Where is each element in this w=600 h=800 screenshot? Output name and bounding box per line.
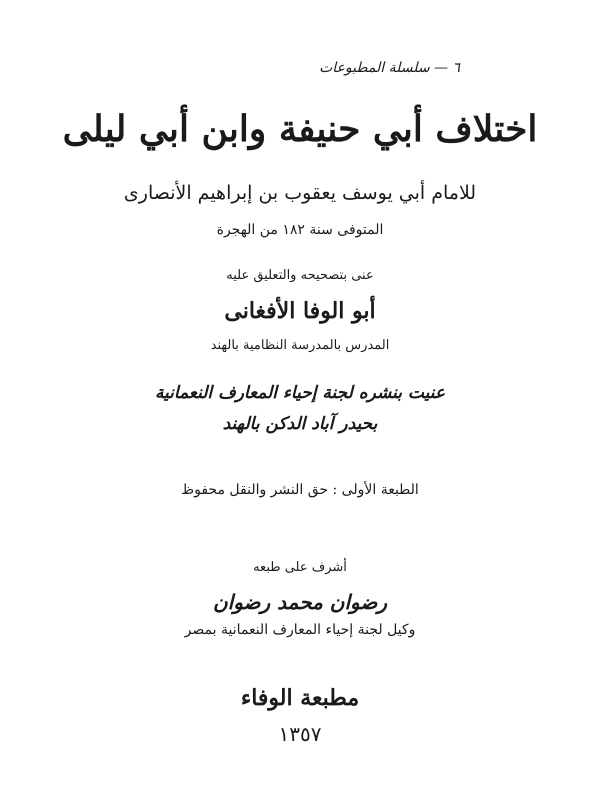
press-name: مطبعة الوفاء xyxy=(240,685,360,711)
publisher-line-1: عنيت بنشره لجنة إحياء المعارف النعمانية xyxy=(154,383,446,403)
supervision-label: أشرف على طبعه xyxy=(253,560,347,575)
editor-intro: عنى بتصحيحه والتعليق عليه xyxy=(226,268,374,283)
editor-name: أبو الوفا الأفغانى xyxy=(224,298,376,324)
supervisor-name: رضوان محمد رضوان xyxy=(212,590,388,614)
publication-year: ١٣٥٧ xyxy=(278,722,322,746)
series-dash: — xyxy=(434,60,449,76)
series-name: سلسلة المطبوعات xyxy=(319,60,430,76)
book-title: اختلاف أبي حنيفة وابن أبي ليلى xyxy=(62,108,538,150)
series-number: ٦ xyxy=(452,60,460,76)
edition-note: الطبعة الأولى : حق النشر والنقل محفوظ xyxy=(181,482,419,498)
series-label xyxy=(319,60,460,76)
supervisor-role: وكيل لجنة إحياء المعارف النعمانية بمصر xyxy=(184,622,416,638)
publisher-line-2: بحيدر آباد الدكن بالهند xyxy=(222,414,378,434)
author-death-year: المتوفى سنة ١٨٢ من الهجرة xyxy=(216,222,384,238)
author-line: للامام أبي يوسف يعقوب بن إبراهيم الأنصارى xyxy=(123,182,477,204)
editor-role: المدرس بالمدرسة النظامية بالهند xyxy=(210,338,390,353)
